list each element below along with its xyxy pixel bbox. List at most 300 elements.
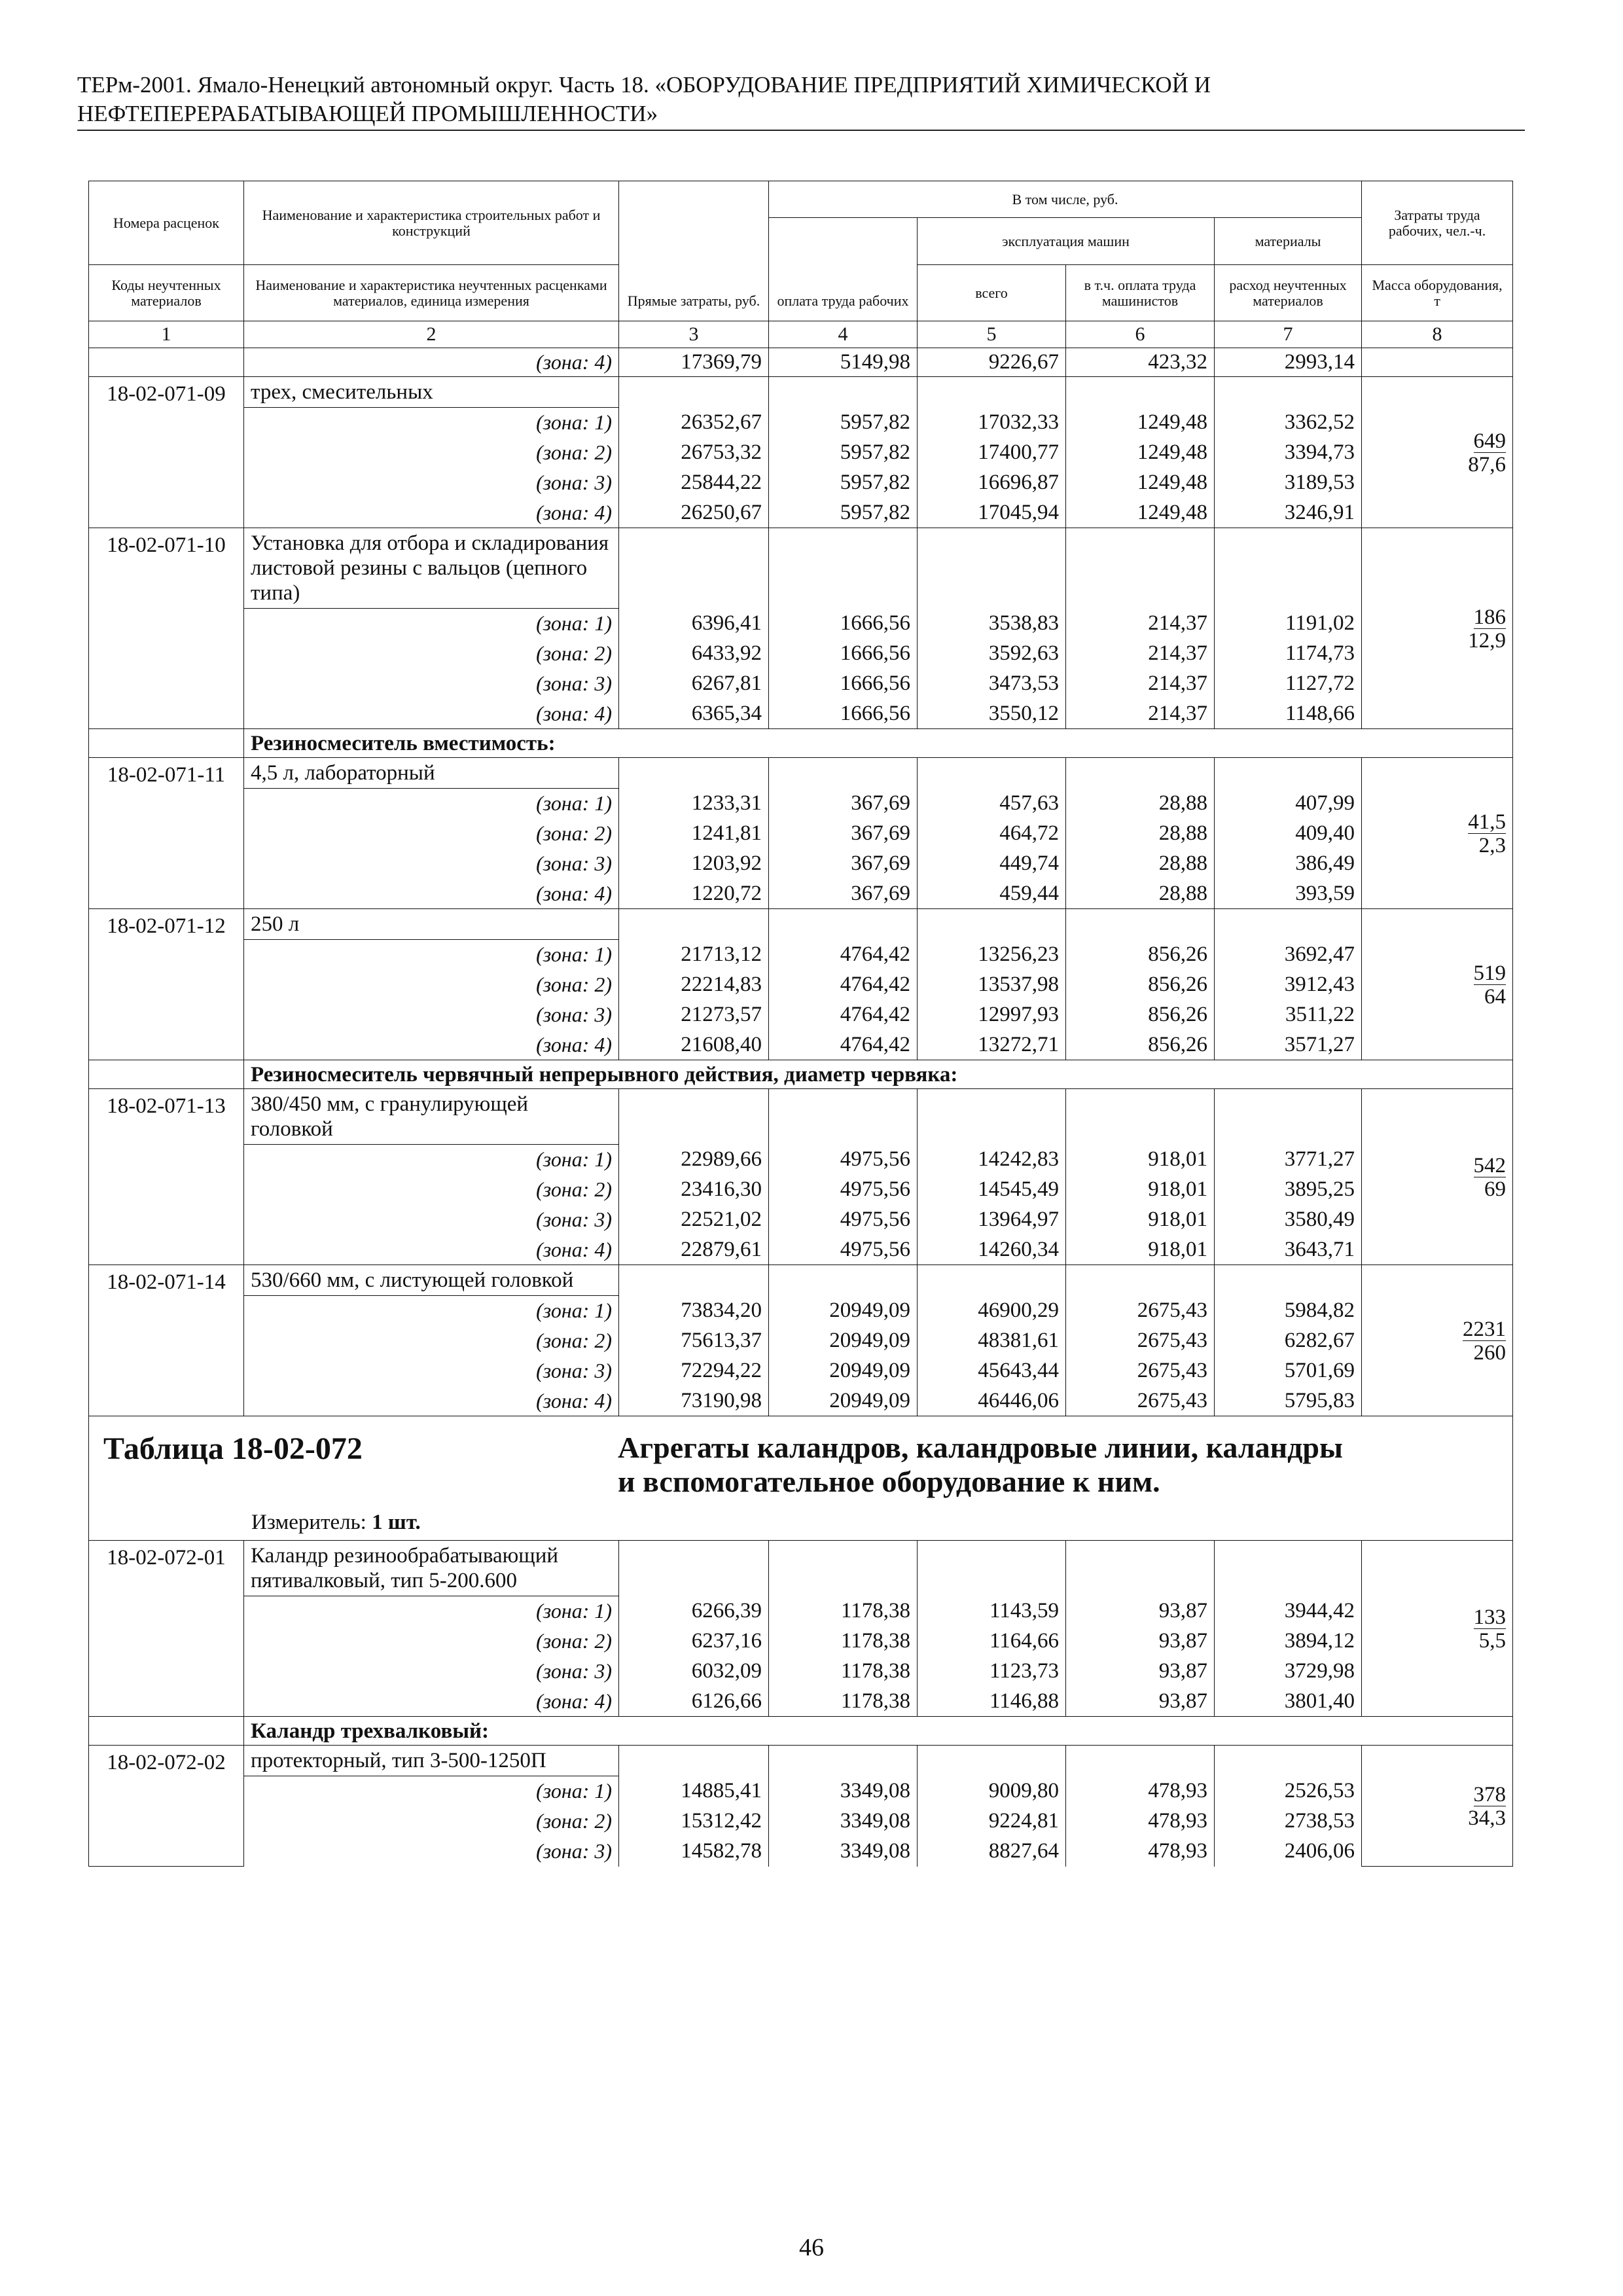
cell-materials: 3912,43 xyxy=(1215,970,1362,1000)
section-heading: Резиносмеситель червячный непрерывного действия, диаметр червяка: xyxy=(244,1060,1513,1089)
col-materials: материалы xyxy=(1215,218,1362,265)
cell-machines-total: 3538,83 xyxy=(918,609,1066,639)
header-line-2: НЕФТЕПЕРЕРАБАТЫВАЮЩЕЙ ПРОМЫШЛЕННОСТИ» xyxy=(77,101,658,126)
col-machines: эксплуатация машин xyxy=(918,218,1215,265)
cell-wages: 3349,08 xyxy=(769,1837,918,1867)
cell-machines-wages: 478,93 xyxy=(1066,1837,1215,1867)
col-name-bottom: Наименование и характеристика неучтенных расценками материалов, единица измерения xyxy=(244,265,619,321)
zone-label: (зона: 3) xyxy=(244,1356,619,1386)
rate-name: Каландр резинообрабатывающий пятивалковый, тип 5-200.600 xyxy=(244,1541,619,1596)
cell-materials: 1191,02 xyxy=(1215,609,1362,639)
zone-row xyxy=(89,1030,1513,1060)
cell-direct: 15312,42 xyxy=(619,1806,769,1837)
cell-wages: 20949,09 xyxy=(769,1296,918,1326)
cell-direct: 73190,98 xyxy=(619,1386,769,1416)
cell-materials: 3894,12 xyxy=(1215,1626,1362,1657)
zone-row xyxy=(89,1776,1513,1806)
col-num: 5 xyxy=(918,321,1066,348)
zone-label: (зона: 4) xyxy=(244,348,619,377)
mass-value: 12,9 xyxy=(1468,628,1507,653)
labor-mass-fraction xyxy=(1362,1541,1513,1717)
labor-value: 378 xyxy=(1473,1782,1507,1806)
cell-direct: 26250,67 xyxy=(619,498,769,528)
cell-materials: 1174,73 xyxy=(1215,639,1362,669)
labor-value: 649 xyxy=(1473,429,1507,453)
table-description-1: Агрегаты каландров, каландровые линии, каландры xyxy=(618,1431,1343,1464)
labor-value: 186 xyxy=(1473,605,1507,629)
zone-row xyxy=(89,1356,1513,1386)
zone-label: (зона: 3) xyxy=(244,1000,619,1030)
cell-materials: 3895,25 xyxy=(1215,1175,1362,1205)
cell-direct: 23416,30 xyxy=(619,1175,769,1205)
cell-machines-total: 13964,97 xyxy=(918,1205,1066,1235)
cell-materials: 6282,67 xyxy=(1215,1326,1362,1356)
zone-label: (зона: 2) xyxy=(244,970,619,1000)
cell-direct: 6433,92 xyxy=(619,639,769,669)
zone-label: (зона: 1) xyxy=(244,1596,619,1626)
cell-direct: 22879,61 xyxy=(619,1235,769,1265)
cell-direct: 21273,57 xyxy=(619,1000,769,1030)
col-num: 6 xyxy=(1066,321,1215,348)
cell-materials: 3643,71 xyxy=(1215,1235,1362,1265)
cell-machines-wages: 28,88 xyxy=(1066,819,1215,849)
cell-materials: 3771,27 xyxy=(1215,1145,1362,1175)
cell-machines-total: 457,63 xyxy=(918,789,1066,819)
table-description-2: и вспомогательное оборудование к ним. xyxy=(618,1465,1160,1498)
cell-machines-total: 1123,73 xyxy=(918,1657,1066,1687)
table2-title-row xyxy=(89,1416,1513,1541)
cell-materials: 3246,91 xyxy=(1215,498,1362,528)
section-row xyxy=(89,1060,1513,1089)
cell-wages: 4764,42 xyxy=(769,970,918,1000)
rate-code: 18-02-071-09 xyxy=(89,377,244,528)
cell-machines-wages: 918,01 xyxy=(1066,1145,1215,1175)
zone-row xyxy=(89,498,1513,528)
cell-machines-total: 17400,77 xyxy=(918,438,1066,468)
labor-value: 519 xyxy=(1473,961,1507,985)
cell-materials: 407,99 xyxy=(1215,789,1362,819)
cell-machines-total: 464,72 xyxy=(918,819,1066,849)
cell-wages: 20949,09 xyxy=(769,1356,918,1386)
zone-label: (зона: 4) xyxy=(244,699,619,729)
zone-row xyxy=(89,609,1513,639)
cell-direct: 25844,22 xyxy=(619,468,769,498)
cell-wages: 4975,56 xyxy=(769,1205,918,1235)
cell-direct: 6032,09 xyxy=(619,1657,769,1687)
col-num: 4 xyxy=(769,321,918,348)
cell-direct: 6267,81 xyxy=(619,669,769,699)
col-mass: Масса оборудования, т xyxy=(1362,265,1513,321)
zone-label: (зона: 1) xyxy=(244,940,619,970)
zone-row xyxy=(89,669,1513,699)
cell-materials: 5984,82 xyxy=(1215,1296,1362,1326)
zone-row xyxy=(89,468,1513,498)
zone-label: (зона: 2) xyxy=(244,1175,619,1205)
cell-wages: 1666,56 xyxy=(769,609,918,639)
mass-value: 5,5 xyxy=(1478,1628,1507,1653)
zone-label: (зона: 2) xyxy=(244,1626,619,1657)
col-direct: Прямые затраты, руб. xyxy=(619,181,769,321)
col-name-top: Наименование и характеристика строительных работ и конструкций xyxy=(244,181,619,265)
labor-mass-fraction xyxy=(1362,1089,1513,1265)
cell-machines-wages: 93,87 xyxy=(1066,1626,1215,1657)
section-heading: Каландр трехвалковый: xyxy=(244,1717,1513,1746)
zone-label: (зона: 3) xyxy=(244,468,619,498)
cell-machines-total: 3592,63 xyxy=(918,639,1066,669)
col-code-top: Номера расценок xyxy=(89,181,244,265)
cell-machines-wages: 478,93 xyxy=(1066,1776,1215,1806)
cell-wages: 4975,56 xyxy=(769,1235,918,1265)
cell-materials: 386,49 xyxy=(1215,849,1362,879)
cell-machines-wages: 856,26 xyxy=(1066,1000,1215,1030)
unit-label: Измеритель: xyxy=(251,1511,366,1534)
zone-label: (зона: 2) xyxy=(244,639,619,669)
cell-materials: 3692,47 xyxy=(1215,940,1362,970)
cell-materials: 5795,83 xyxy=(1215,1386,1362,1416)
col-materials-unaccounted: расход неучтенных материалов xyxy=(1215,265,1362,321)
cell-machines-total: 13272,71 xyxy=(918,1030,1066,1060)
cell-materials: 3801,40 xyxy=(1215,1687,1362,1717)
cell-wages: 4975,56 xyxy=(769,1175,918,1205)
cell-wages: 5957,82 xyxy=(769,408,918,438)
cell-wages: 4975,56 xyxy=(769,1145,918,1175)
cell-direct: 6126,66 xyxy=(619,1687,769,1717)
cell-direct: 22989,66 xyxy=(619,1145,769,1175)
cell-machines-wages: 28,88 xyxy=(1066,849,1215,879)
cell-wages: 367,69 xyxy=(769,819,918,849)
zone-row xyxy=(89,1626,1513,1657)
cell-machines-total: 13256,23 xyxy=(918,940,1066,970)
cell-machines-total: 16696,87 xyxy=(918,468,1066,498)
rate-code: 18-02-071-11 xyxy=(89,758,244,909)
zone-label: (зона: 2) xyxy=(244,819,619,849)
cell-machines-total: 13537,98 xyxy=(918,970,1066,1000)
cell-machines-total: 3473,53 xyxy=(918,669,1066,699)
zone-row xyxy=(89,789,1513,819)
cell-direct: 6237,16 xyxy=(619,1626,769,1657)
cell-machines-wages: 93,87 xyxy=(1066,1657,1215,1687)
cell-machines-wages: 214,37 xyxy=(1066,669,1215,699)
cell-wages: 367,69 xyxy=(769,789,918,819)
zone-row xyxy=(89,1806,1513,1837)
section-row xyxy=(89,729,1513,758)
cell-machines-wages: 423,32 xyxy=(1066,348,1215,377)
col-num: 3 xyxy=(619,321,769,348)
zone-label: (зона: 1) xyxy=(244,609,619,639)
cell-materials: 2993,14 xyxy=(1215,348,1362,377)
zone-row xyxy=(89,408,1513,438)
rate-name: 4,5 л, лабораторный xyxy=(244,758,619,789)
cell-machines-total: 45643,44 xyxy=(918,1356,1066,1386)
cell-materials: 409,40 xyxy=(1215,819,1362,849)
col-labor: Затраты труда рабочих, чел.-ч. xyxy=(1362,181,1513,265)
mass-value: 2,3 xyxy=(1478,833,1507,857)
zone-label: (зона: 4) xyxy=(244,879,619,909)
rate-code: 18-02-071-14 xyxy=(89,1265,244,1416)
page-number: 46 xyxy=(799,2234,824,2261)
cell-machines-total: 3550,12 xyxy=(918,699,1066,729)
cell-materials: 3394,73 xyxy=(1215,438,1362,468)
labor-value: 41,5 xyxy=(1468,810,1507,834)
cell-machines-total: 1143,59 xyxy=(918,1596,1066,1626)
cell-direct: 21608,40 xyxy=(619,1030,769,1060)
col-incl: В том числе, руб. xyxy=(769,181,1362,218)
rate-name: 380/450 мм, с гранулирующей головкой xyxy=(244,1089,619,1145)
cell-wages: 1178,38 xyxy=(769,1626,918,1657)
labor-mass-fraction xyxy=(1362,1746,1513,1867)
cell-materials: 1148,66 xyxy=(1215,699,1362,729)
cell-wages: 20949,09 xyxy=(769,1386,918,1416)
zone-label: (зона: 2) xyxy=(244,1806,619,1837)
cell-machines-wages: 918,01 xyxy=(1066,1175,1215,1205)
zone-row xyxy=(89,1837,1513,1867)
cell-machines-wages: 2675,43 xyxy=(1066,1356,1215,1386)
cell-wages: 5957,82 xyxy=(769,498,918,528)
rate-name: трех, смесительных xyxy=(244,377,619,408)
cell-direct: 1203,92 xyxy=(619,849,769,879)
column-numbers-row xyxy=(89,321,1513,348)
zone-row xyxy=(89,639,1513,669)
rate-item-row xyxy=(89,758,1513,789)
zone-row xyxy=(89,1175,1513,1205)
zone-row xyxy=(89,699,1513,729)
cell-direct: 6396,41 xyxy=(619,609,769,639)
col-num: 8 xyxy=(1362,321,1513,348)
cell-direct: 1233,31 xyxy=(619,789,769,819)
rate-code: 18-02-072-01 xyxy=(89,1541,244,1717)
cell-direct: 26352,67 xyxy=(619,408,769,438)
rate-item-row xyxy=(89,528,1513,609)
cell-machines-wages: 918,01 xyxy=(1066,1235,1215,1265)
mass-value: 64 xyxy=(1484,984,1507,1009)
labor-value: 542 xyxy=(1473,1153,1507,1177)
rate-code: 18-02-071-13 xyxy=(89,1089,244,1265)
cell-wages: 5149,98 xyxy=(769,348,918,377)
zone-row xyxy=(89,819,1513,849)
cell-machines-wages: 28,88 xyxy=(1066,879,1215,909)
cell-machines-wages: 856,26 xyxy=(1066,940,1215,970)
cell-machines-total: 459,44 xyxy=(918,879,1066,909)
rate-item-row xyxy=(89,1089,1513,1145)
zone-row xyxy=(89,1386,1513,1416)
cell-machines-total: 14545,49 xyxy=(918,1175,1066,1205)
labor-value: 133 xyxy=(1473,1605,1507,1629)
cell-wages: 1666,56 xyxy=(769,669,918,699)
cell-direct: 22521,02 xyxy=(619,1205,769,1235)
zone-row xyxy=(89,1687,1513,1717)
cell-machines-wages: 214,37 xyxy=(1066,639,1215,669)
rate-item-row xyxy=(89,1265,1513,1296)
zone-label: (зона: 1) xyxy=(244,408,619,438)
zone-label: (зона: 3) xyxy=(244,1657,619,1687)
rate-item-row xyxy=(89,1541,1513,1596)
cell-materials: 3362,52 xyxy=(1215,408,1362,438)
zone-label: (зона: 2) xyxy=(244,438,619,468)
section-heading: Резиносмеситель вместимость: xyxy=(244,729,1513,758)
table-title: Таблица 18-02-072 xyxy=(103,1431,363,1466)
rate-code: 18-02-071-12 xyxy=(89,909,244,1060)
col-machines-total: всего xyxy=(918,265,1066,321)
cell-materials: 1127,72 xyxy=(1215,669,1362,699)
cell-materials: 2406,06 xyxy=(1215,1837,1362,1867)
cell-machines-wages: 1249,48 xyxy=(1066,408,1215,438)
mass-value: 69 xyxy=(1484,1177,1507,1201)
zone-row xyxy=(89,1145,1513,1175)
cell-wages: 3349,08 xyxy=(769,1806,918,1837)
col-machines-wages: в т.ч. оплата труда машинистов xyxy=(1066,265,1215,321)
cell-wages: 5957,82 xyxy=(769,438,918,468)
cell-direct: 21713,12 xyxy=(619,940,769,970)
header-line-1: ТЕРм-2001. Ямало-Ненецкий автономный округ. Часть 18. «ОБОРУДОВАНИЕ ПРЕДПРИЯТИЙ ХИМИЧЕСКОЙ И xyxy=(77,72,1211,98)
zone-label: (зона: 4) xyxy=(244,1687,619,1717)
cell-direct: 1220,72 xyxy=(619,879,769,909)
zone-row xyxy=(89,1326,1513,1356)
col-num: 1 xyxy=(89,321,244,348)
zone-row xyxy=(89,438,1513,468)
cell-machines-total: 8827,64 xyxy=(918,1837,1066,1867)
cell-materials: 393,59 xyxy=(1215,879,1362,909)
header-rule xyxy=(77,130,1525,131)
zone-row xyxy=(89,940,1513,970)
mass-value: 34,3 xyxy=(1468,1806,1507,1830)
cell-direct: 17369,79 xyxy=(619,348,769,377)
cell-direct: 6365,34 xyxy=(619,699,769,729)
cell-direct: 75613,37 xyxy=(619,1326,769,1356)
labor-mass-fraction xyxy=(1362,909,1513,1060)
cell-machines-total: 46446,06 xyxy=(918,1386,1066,1416)
zone-label: (зона: 3) xyxy=(244,1205,619,1235)
zone-row xyxy=(89,849,1513,879)
rate-code: 18-02-071-10 xyxy=(89,528,244,729)
cell-machines-total: 48381,61 xyxy=(918,1326,1066,1356)
cell-direct: 22214,83 xyxy=(619,970,769,1000)
rate-item-row xyxy=(89,909,1513,940)
zone-label: (зона: 4) xyxy=(244,1386,619,1416)
cell-machines-wages: 93,87 xyxy=(1066,1596,1215,1626)
cell-machines-wages: 2675,43 xyxy=(1066,1386,1215,1416)
cell-wages: 1666,56 xyxy=(769,699,918,729)
labor-mass-fraction xyxy=(1362,1265,1513,1416)
section-row xyxy=(89,1717,1513,1746)
cell-direct: 73834,20 xyxy=(619,1296,769,1326)
cell-machines-wages: 1249,48 xyxy=(1066,468,1215,498)
cell-machines-wages: 2675,43 xyxy=(1066,1326,1215,1356)
cell-machines-wages: 1249,48 xyxy=(1066,438,1215,468)
zone-label: (зона: 3) xyxy=(244,849,619,879)
mass-value: 260 xyxy=(1473,1340,1507,1365)
cell-materials: 5701,69 xyxy=(1215,1356,1362,1386)
zone-row xyxy=(89,1235,1513,1265)
cell-direct: 72294,22 xyxy=(619,1356,769,1386)
col-num: 7 xyxy=(1215,321,1362,348)
cell-machines-wages: 2675,43 xyxy=(1066,1296,1215,1326)
cell-machines-wages: 93,87 xyxy=(1066,1687,1215,1717)
mass-value: 87,6 xyxy=(1468,452,1507,476)
cell-machines-total: 1146,88 xyxy=(918,1687,1066,1717)
zone-label: (зона: 4) xyxy=(244,498,619,528)
cell-machines-total: 14260,34 xyxy=(918,1235,1066,1265)
table-row xyxy=(89,348,1513,377)
cell-wages: 1666,56 xyxy=(769,639,918,669)
cell-wages: 367,69 xyxy=(769,849,918,879)
labor-mass-fraction xyxy=(1362,377,1513,528)
cell-machines-wages: 1249,48 xyxy=(1066,498,1215,528)
cell-machines-total: 9226,67 xyxy=(918,348,1066,377)
zone-label: (зона: 1) xyxy=(244,789,619,819)
labor-mass-fraction xyxy=(1362,528,1513,729)
rate-name: протекторный, тип 3-500-1250П xyxy=(244,1746,619,1776)
cell-wages: 4764,42 xyxy=(769,1000,918,1030)
zone-row xyxy=(89,1596,1513,1626)
rate-code: 18-02-072-02 xyxy=(89,1746,244,1867)
col-wages: оплата труда рабочих xyxy=(769,218,918,321)
cell-wages: 3349,08 xyxy=(769,1776,918,1806)
rate-item-row xyxy=(89,1746,1513,1776)
cell-materials: 2738,53 xyxy=(1215,1806,1362,1837)
zone-row xyxy=(89,970,1513,1000)
cell-materials: 3189,53 xyxy=(1215,468,1362,498)
cell-wages: 4764,42 xyxy=(769,1030,918,1060)
cell-machines-wages: 478,93 xyxy=(1066,1806,1215,1837)
zone-row xyxy=(89,1205,1513,1235)
rate-name: Установка для отбора и складирования листовой резины с вальцов (цепного типа) xyxy=(244,528,619,609)
zone-label: (зона: 3) xyxy=(244,1837,619,1867)
cell-machines-wages: 918,01 xyxy=(1066,1205,1215,1235)
cell-direct: 14582,78 xyxy=(619,1837,769,1867)
zone-label: (зона: 2) xyxy=(244,1326,619,1356)
cell-machines-total: 17045,94 xyxy=(918,498,1066,528)
zone-label: (зона: 4) xyxy=(244,1030,619,1060)
cell-direct: 1241,81 xyxy=(619,819,769,849)
cell-machines-total: 17032,33 xyxy=(918,408,1066,438)
running-header xyxy=(77,71,1524,128)
cell-machines-total: 46900,29 xyxy=(918,1296,1066,1326)
zone-label: (зона: 1) xyxy=(244,1776,619,1806)
cell-materials: 3571,27 xyxy=(1215,1030,1362,1060)
zone-label: (зона: 3) xyxy=(244,669,619,699)
cell-direct: 6266,39 xyxy=(619,1596,769,1626)
cell-machines-wages: 856,26 xyxy=(1066,1030,1215,1060)
zone-label: (зона: 1) xyxy=(244,1296,619,1326)
cell-materials: 3580,49 xyxy=(1215,1205,1362,1235)
cell-materials: 3729,98 xyxy=(1215,1657,1362,1687)
cell-machines-total: 9009,80 xyxy=(918,1776,1066,1806)
cell-materials: 3511,22 xyxy=(1215,1000,1362,1030)
cell-direct: 14885,41 xyxy=(619,1776,769,1806)
zone-label: (зона: 1) xyxy=(244,1145,619,1175)
rates-table xyxy=(88,181,1513,1867)
cell-wages: 367,69 xyxy=(769,879,918,909)
cell-machines-wages: 28,88 xyxy=(1066,789,1215,819)
cell-machines-total: 12997,93 xyxy=(918,1000,1066,1030)
cell-machines-total: 1164,66 xyxy=(918,1626,1066,1657)
col-num: 2 xyxy=(244,321,619,348)
labor-value: 2231 xyxy=(1463,1317,1507,1341)
cell-wages: 1178,38 xyxy=(769,1657,918,1687)
zone-row xyxy=(89,1296,1513,1326)
cell-direct: 26753,32 xyxy=(619,438,769,468)
rate-name: 530/660 мм, с листующей головкой xyxy=(244,1265,619,1296)
zone-row xyxy=(89,1000,1513,1030)
cell-machines-total: 449,74 xyxy=(918,849,1066,879)
cell-materials: 2526,53 xyxy=(1215,1776,1362,1806)
unit-value: 1 шт. xyxy=(372,1511,421,1534)
cell-machines-wages: 856,26 xyxy=(1066,970,1215,1000)
cell-wages: 1178,38 xyxy=(769,1596,918,1626)
cell-machines-wages: 214,37 xyxy=(1066,699,1215,729)
zone-label: (зона: 4) xyxy=(244,1235,619,1265)
cell-wages: 20949,09 xyxy=(769,1326,918,1356)
